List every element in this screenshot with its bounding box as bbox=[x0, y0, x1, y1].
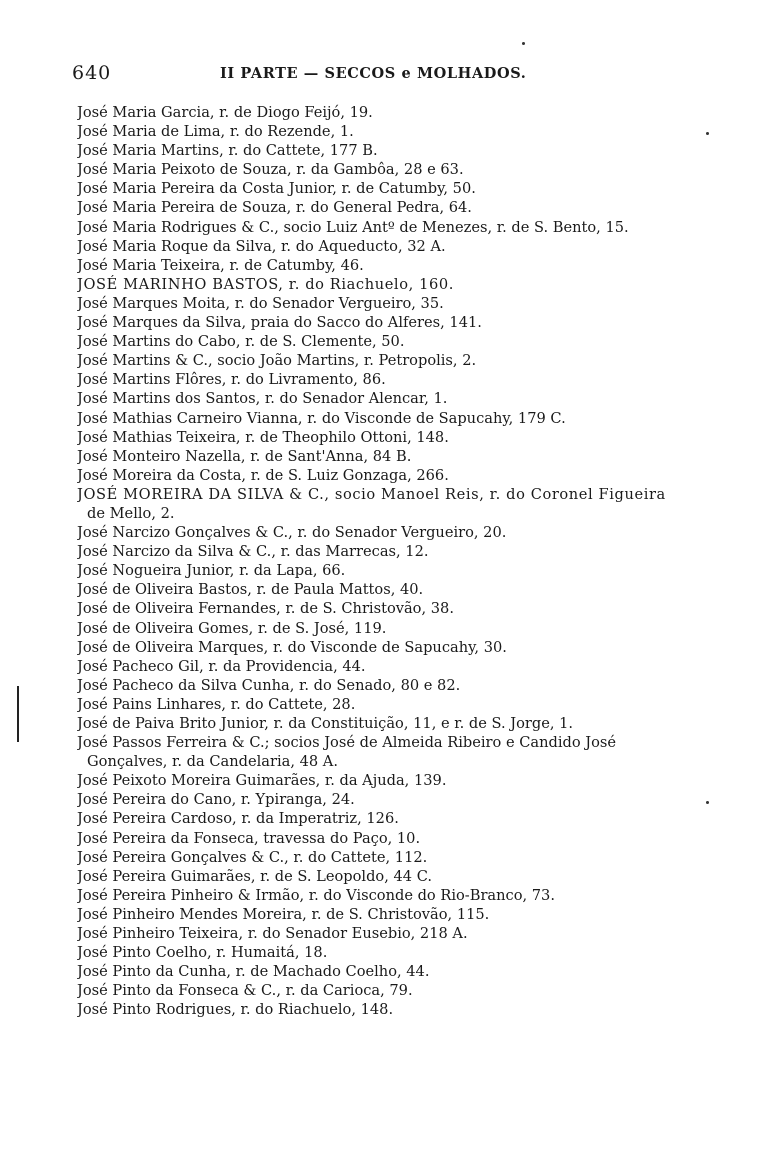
directory-entry bbox=[77, 351, 717, 370]
directory-entry bbox=[77, 790, 717, 809]
entry-text: José Passos Ferreira & C.; socios José de Almeida Ribeiro e Candido José bbox=[77, 734, 617, 752]
entry-text: José Pinto Coelho, r. Humaitá, 18. bbox=[77, 944, 328, 962]
entry-text: José de Oliveira Gomes, r. de S. José, 119. bbox=[77, 619, 387, 637]
entry-text: José Martins do Cabo, r. de S. Clemente, 50. bbox=[77, 333, 405, 351]
entry-text: José Maria Peixoto de Souza, r. da Gambôa, 28 e 63. bbox=[77, 161, 464, 179]
directory-entry bbox=[77, 561, 717, 580]
entry-text: JOSÉ MARINHO BASTOS, r. do Riachuelo, 160. bbox=[77, 275, 454, 293]
entry-text: José Pinheiro Mendes Moreira, r. de S. Christovão, 115. bbox=[77, 905, 490, 923]
entry-text: José Pereira Cardoso, r. da Imperatriz, 126. bbox=[77, 810, 399, 828]
entry-text: José Pereira da Fonseca, travessa do Paço, 10. bbox=[77, 829, 421, 847]
directory-entry bbox=[77, 370, 717, 389]
page-number: 640 bbox=[72, 62, 112, 84]
directory-entry bbox=[77, 981, 717, 1000]
directory-entry bbox=[77, 599, 717, 618]
entry-text: José Maria Pereira da Costa Junior, r. de Catumby, 50. bbox=[77, 180, 476, 198]
entry-text: José Nogueira Junior, r. da Lapa, 66. bbox=[77, 562, 346, 580]
directory-entry bbox=[77, 237, 717, 256]
entry-text: José Mathias Teixeira, r. de Theophilo Ottoni, 148. bbox=[77, 428, 449, 446]
entry-text: José de Oliveira Fernandes, r. de S. Christovão, 38. bbox=[77, 600, 454, 618]
entry-text: José de Oliveira Bastos, r. de Paula Mattos, 40. bbox=[77, 581, 424, 599]
entry-text: José Pereira do Cano, r. Ypiranga, 24. bbox=[77, 791, 355, 809]
directory-entry bbox=[77, 867, 717, 886]
directory-entry bbox=[77, 141, 717, 160]
directory-entry bbox=[77, 714, 717, 733]
entry-text: José Narcizo da Silva & C., r. das Marrecas, 12. bbox=[77, 543, 429, 561]
entry-continuation: de Mello, 2. bbox=[87, 504, 175, 522]
directory-entry bbox=[77, 886, 717, 905]
entry-text: José Pacheco Gil, r. da Providencia, 44. bbox=[77, 657, 366, 675]
ink-speck bbox=[706, 801, 709, 804]
entry-text: José Maria Rodrigues & C., socio Luiz Antº de Menezes, r. de S. Bento, 15. bbox=[77, 218, 629, 236]
entry-text: José Narcizo Gonçalves & C., r. do Senador Vergueiro, 20. bbox=[77, 524, 507, 542]
entry-text: José Marques da Silva, praia do Sacco do Alferes, 141. bbox=[77, 314, 482, 332]
directory-entry bbox=[77, 409, 717, 428]
entry-text: José Pinto Rodrigues, r. do Riachuelo, 148. bbox=[77, 1001, 394, 1019]
directory-entry bbox=[77, 809, 717, 828]
entry-text: José Maria Roque da Silva, r. do Aqueducto, 32 A. bbox=[77, 237, 446, 255]
directory-entry bbox=[77, 332, 717, 351]
directory-entry bbox=[77, 695, 717, 714]
directory-entry bbox=[77, 580, 717, 599]
entry-text: JOSÉ MOREIRA DA SILVA & C., socio Manoel Reis, r. do Coronel Figueira bbox=[77, 485, 666, 503]
entry-text: José Pacheco da Silva Cunha, r. do Senado, 80 e 82. bbox=[77, 676, 461, 694]
entry-text: José Mathias Carneiro Vianna, r. do Visconde de Sapucahy, 179 C. bbox=[77, 409, 566, 427]
directory-entry bbox=[77, 389, 717, 408]
directory-entry bbox=[77, 619, 717, 638]
entry-text: José Pereira Guimarães, r. de S. Leopoldo, 44 C. bbox=[77, 867, 432, 885]
ink-speck bbox=[522, 42, 525, 45]
entry-continuation: Gonçalves, r. da Candelaria, 48 A. bbox=[87, 753, 338, 771]
ink-speck bbox=[706, 132, 709, 135]
entry-text: José Pinto da Fonseca & C., r. da Carioca, 79. bbox=[77, 982, 413, 1000]
entry-text: José Peixoto Moreira Guimarães, r. da Ajuda, 139. bbox=[77, 772, 447, 790]
directory-entry bbox=[77, 428, 717, 447]
entry-text: José Pinheiro Teixeira, r. do Senador Eusebio, 218 A. bbox=[77, 925, 468, 943]
directory-entry bbox=[77, 160, 717, 179]
entry-text: José Maria Martins, r. do Cattete, 177 B. bbox=[77, 142, 378, 160]
page-header bbox=[72, 62, 684, 88]
directory-entry bbox=[77, 256, 717, 275]
entry-text: José Maria Garcia, r. de Diogo Feijó, 19. bbox=[77, 104, 373, 121]
directory-entry bbox=[77, 523, 717, 542]
entry-text: José Pereira Gonçalves & C., r. do Cattete, 112. bbox=[77, 848, 428, 866]
entry-text: José de Paiva Brito Junior, r. da Constituição, 11, e r. de S. Jorge, 1. bbox=[77, 715, 574, 732]
directory-entry bbox=[77, 962, 717, 981]
directory-entry bbox=[77, 657, 717, 676]
directory-entry bbox=[77, 179, 717, 198]
directory-entry bbox=[77, 447, 717, 466]
entry-text: José Maria Teixeira, r. de Catumby, 46. bbox=[77, 256, 364, 274]
directory-entry-list bbox=[77, 103, 717, 1020]
directory-entry bbox=[77, 676, 717, 695]
directory-entry bbox=[77, 313, 717, 332]
directory-entry bbox=[77, 294, 717, 313]
directory-entry bbox=[77, 218, 717, 237]
directory-entry bbox=[77, 122, 717, 141]
entry-text: José Marques Moita, r. do Senador Vergueiro, 35. bbox=[77, 294, 444, 312]
directory-entry bbox=[77, 924, 717, 943]
entry-text: José Martins & C., socio João Martins, r. Petropolis, 2. bbox=[77, 352, 477, 370]
directory-entry bbox=[77, 848, 717, 867]
running-head: II PARTE — SECCOS e MOLHADOS. bbox=[220, 65, 527, 82]
entry-text: José Martins Flôres, r. do Livramento, 86. bbox=[77, 371, 386, 389]
directory-entry bbox=[77, 733, 717, 771]
directory-entry bbox=[77, 829, 717, 848]
directory-entry bbox=[77, 1000, 717, 1019]
directory-entry bbox=[77, 905, 717, 924]
directory-entry bbox=[77, 275, 717, 294]
directory-entry bbox=[77, 103, 717, 122]
entry-text: José de Oliveira Marques, r. do Visconde de Sapucahy, 30. bbox=[77, 638, 507, 656]
entry-text: José Pereira Pinheiro & Irmão, r. do Visconde do Rio-Branco, 73. bbox=[77, 886, 555, 904]
directory-entry bbox=[77, 466, 717, 485]
entry-text: José Pains Linhares, r. do Cattete, 28. bbox=[77, 695, 356, 713]
entry-text: José Martins dos Santos, r. do Senador Alencar, 1. bbox=[77, 390, 448, 408]
directory-entry bbox=[77, 771, 717, 790]
directory-entry bbox=[77, 542, 717, 561]
entry-text: José Pinto da Cunha, r. de Machado Coelho, 44. bbox=[77, 963, 430, 981]
entry-text: José Maria Pereira de Souza, r. do General Pedra, 64. bbox=[77, 199, 472, 217]
entry-text: José Maria de Lima, r. do Rezende, 1. bbox=[77, 123, 354, 141]
directory-entry bbox=[77, 638, 717, 657]
margin-mark bbox=[17, 686, 19, 742]
entry-text: José Monteiro Nazella, r. de Sant'Anna, 84 B. bbox=[77, 447, 412, 465]
directory-entry bbox=[77, 943, 717, 962]
directory-entry bbox=[77, 198, 717, 217]
directory-entry bbox=[77, 485, 717, 523]
entry-text: José Moreira da Costa, r. de S. Luiz Gonzaga, 266. bbox=[77, 466, 449, 484]
